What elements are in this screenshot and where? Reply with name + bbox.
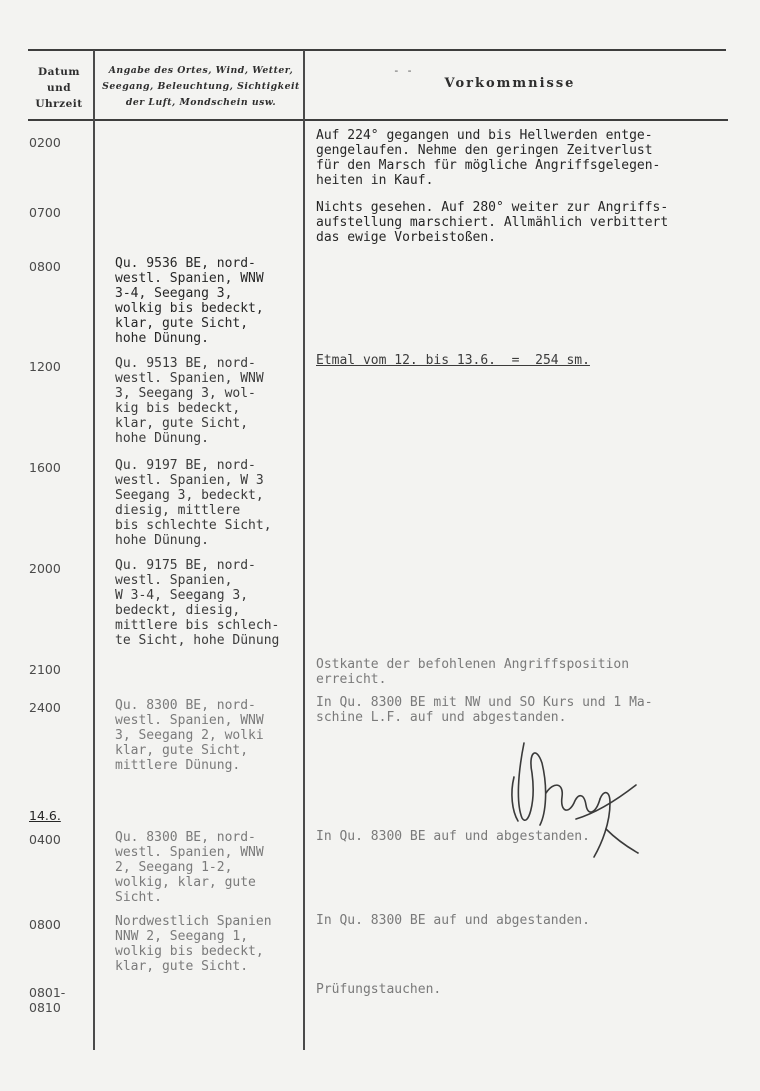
entry-time: 1200 — [29, 359, 61, 374]
date-marker: 14.6. — [29, 808, 61, 823]
entry-time: 2000 — [29, 561, 61, 576]
col-divider-place — [303, 50, 305, 1050]
header-date-column: Datum und Uhrzeit — [35, 66, 83, 110]
header-dash: - - — [393, 64, 413, 77]
entry-time: 2100 — [29, 662, 61, 677]
header-place-column: Angabe des Ortes, Wind, Wetter, Seegang, Beleuchtung, Sichtigkeit der Luft, Mondschein usw. — [102, 65, 300, 108]
top-rule — [28, 49, 726, 51]
entry-time: 0801- 0810 — [29, 985, 66, 1015]
entry-time: 1600 — [29, 460, 61, 475]
entry-event: Etmal vom 12. bis 13.6. = 254 sm. — [316, 353, 590, 368]
entry-time: 0800 — [29, 917, 61, 932]
entry-event: Prüfungstauchen. — [316, 982, 442, 997]
entry-event: In Qu. 8300 BE auf und abgestanden. — [316, 913, 590, 928]
entry-time: 0200 — [29, 135, 61, 150]
entry-place: Qu. 9513 BE, nord- westl. Spanien, WNW 3, Seegang 3, wol- kig bis bedeckt, klar, gute Sicht, hohe Dünung. — [115, 356, 264, 446]
entry-place: Qu. 8300 BE, nord- westl. Spanien, WNW 2, Seegang 1-2, wolkig, klar, gute Sicht. — [115, 830, 264, 905]
header-events-column: Vorkommnisse — [444, 76, 576, 91]
col-divider-date — [93, 50, 95, 1050]
entry-time: 2400 — [29, 700, 61, 715]
entry-time: 0800 — [29, 259, 61, 274]
entry-event: In Qu. 8300 BE mit NW und SO Kurs und 1 Ma- schine L.F. auf und abgestanden. — [316, 695, 653, 725]
entry-event: Auf 224° gegangen und bis Hellwerden entge- gengelaufen. Nehme den geringen Zeitverlust für den Marsch für mögliche Angriffsgelegen- heiten in Kauf. — [316, 128, 661, 188]
handwritten-signature — [506, 733, 646, 863]
entry-place: Nordwestlich Spanien NNW 2, Seegang 1, wolkig bis bedeckt, klar, gute Sicht. — [115, 914, 272, 974]
entry-time: 0700 — [29, 205, 61, 220]
entry-event: Ostkante der befohlenen Angriffsposition erreicht. — [316, 657, 630, 687]
entry-event: Nichts gesehen. Auf 280° weiter zur Angriffs- aufstellung marschiert. Allmählich verbittert das ewige Vorbeistoßen. — [316, 200, 669, 245]
header-rule — [28, 119, 728, 121]
entry-event: In Qu. 8300 BE auf und abgestanden. — [316, 829, 590, 844]
entry-place: Qu. 9197 BE, nord- westl. Spanien, W 3 Seegang 3, bedeckt, diesig, mittlere bis schlechte Sicht, hohe Dünung. — [115, 458, 272, 548]
entry-place: Qu. 9175 BE, nord- westl. Spanien, W 3-4, Seegang 3, bedeckt, diesig, mittlere bis schlech- te Sicht, hohe Dünung — [115, 558, 280, 648]
entry-time: 0400 — [29, 832, 61, 847]
entry-place: Qu. 8300 BE, nord- westl. Spanien, WNW 3, Seegang 2, wolki klar, gute Sicht, mittlere Dünung. — [115, 698, 264, 773]
entry-place: Qu. 9536 BE, nord- westl. Spanien, WNW 3-4, Seegang 3, wolkig bis bedeckt, klar, gute Sicht, hohe Dünung. — [115, 256, 264, 346]
